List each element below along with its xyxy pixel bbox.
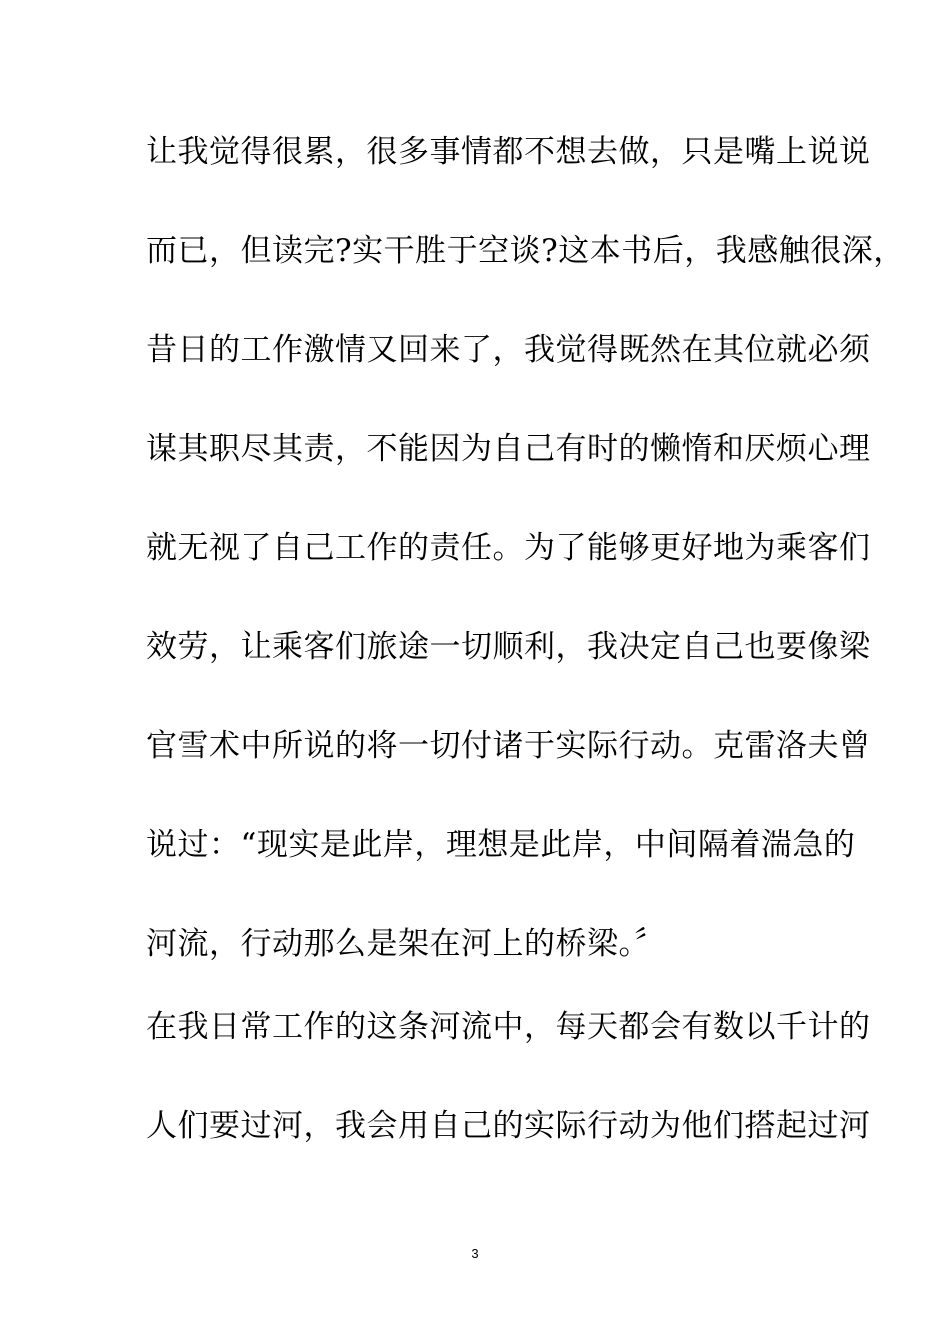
text-line: 说过：“现实是此岸，理想是此岸，中间隔着湍急的	[146, 827, 856, 863]
text-line: 让我觉得很累，很多事情都不想去做，只是嘴上说说	[146, 134, 871, 170]
text-line: 河流，行动那么是架在河上的桥梁。〞	[146, 926, 666, 962]
text-line: 就无视了自己工作的责任。为了能够更好地为乘客们	[146, 530, 871, 566]
text-line: 昔日的工作激情又回来了，我觉得既然在其位就必须	[146, 332, 871, 368]
text-line: 效劳，让乘客们旅途一切顺利，我决定自己也要像梁	[146, 629, 871, 665]
text-line: 官雪术中所说的将一切付诸于实际行动。克雷洛夫曾	[146, 728, 871, 764]
text-line: 谋其职尽其责，不能因为自己有时的懒惰和厌烦心理	[146, 431, 871, 467]
text-line: 而已，但读完?实干胜于空谈?这本书后，我感触很深，	[146, 233, 905, 269]
text-line: 在我日常工作的这条河流中，每天都会有数以千计的	[146, 1009, 871, 1045]
page-number: 3	[471, 1246, 479, 1261]
text-line: 人们要过河，我会用自己的实际行动为他们搭起过河	[146, 1108, 871, 1144]
